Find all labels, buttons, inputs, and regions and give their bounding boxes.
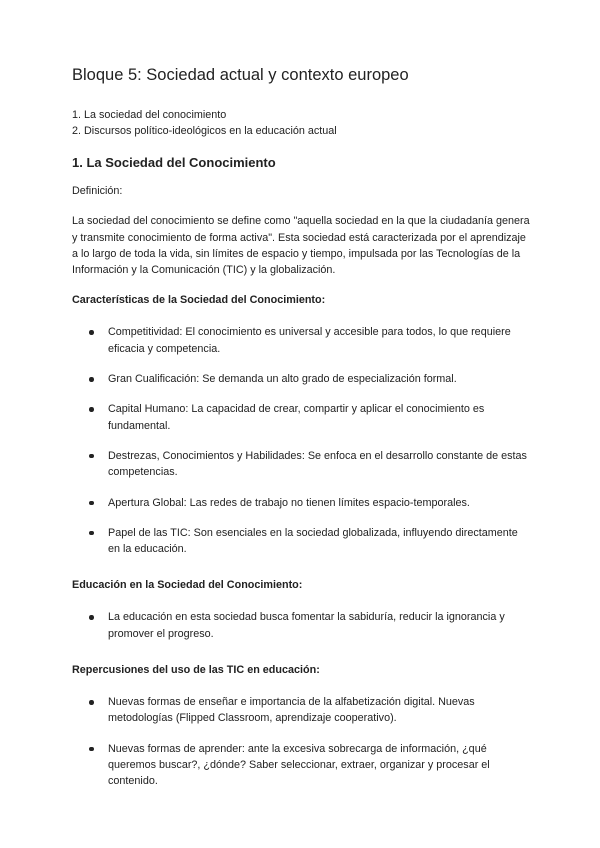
tic-list [72, 694, 532, 789]
bullet-icon [89, 454, 94, 459]
list-item: Competitividad: El conocimiento es universal y accesible para todos, lo que requiere eficacia y competencia. [72, 324, 532, 357]
document-page [72, 66, 532, 804]
characteristics-heading: Características de la Sociedad del Conocimiento: [72, 294, 326, 307]
toc-item-2: 2. Discursos político-ideológicos en la educación actual [72, 125, 337, 137]
list-item: Nuevas formas de enseñar e importancia de la alfabetización digital. Nuevas metodologías (Flipped Classroom, aprendizaje cooperativo). [72, 694, 532, 727]
section-number: 1 [72, 155, 80, 170]
bullet-icon [89, 330, 94, 335]
list-item: Destrezas, Conocimientos y Habilidades: Se enfoca en el desarrollo constante de estas competencias. [72, 448, 532, 481]
bullet-icon [89, 377, 94, 382]
tic-heading: Repercusiones del uso de las TIC en educación: [72, 664, 320, 677]
bullet-icon [89, 531, 94, 536]
definition-label: Definición: [72, 185, 123, 197]
bullet-icon [89, 501, 94, 506]
characteristics-list [72, 324, 532, 557]
education-list [72, 609, 532, 642]
bullet-icon [89, 615, 94, 620]
toc-item-1: 1. La sociedad del conocimiento [72, 109, 227, 121]
table-of-contents [72, 107, 532, 139]
list-item: Apertura Global: Las redes de trabajo no tienen límites espacio-temporales. [72, 495, 532, 511]
document-title: Bloque 5: Sociedad actual y contexto europeo [72, 66, 409, 84]
list-item: Capital Humano: La capacidad de crear, compartir y aplicar el conocimiento es fundamental. [72, 401, 532, 434]
list-item: Gran Cualificación: Se demanda un alto grado de especialización formal. [72, 371, 532, 387]
section-title: . La Sociedad del Conocimiento [79, 155, 276, 170]
education-heading: Educación en la Sociedad del Conocimiento: [72, 579, 303, 592]
list-item: Papel de las TIC: Son esenciales en la sociedad globalizada, influyendo directamente en la educación. [72, 525, 532, 558]
bullet-icon [89, 407, 94, 412]
definition-text: La sociedad del conocimiento se define como "aquella sociedad en la que la ciudadanía genera y transmite conocimiento de forma activa". Esta sociedad está caracterizada por el aprendizaje a lo largo de toda la vida, sin límites de espacio y tiempo, impulsada por las Tecnologías de la Información y la Comunicación (TIC) y la globalización. [72, 215, 530, 277]
list-item: La educación en esta sociedad busca fomentar la sabiduría, reducir la ignorancia y promover el progreso. [72, 609, 532, 642]
bullet-icon [89, 747, 94, 752]
list-item: Nuevas formas de aprender: ante la excesiva sobrecarga de información, ¿qué queremos buscar?, ¿dónde? Saber seleccionar, extraer, organizar y procesar el contenido. [72, 741, 532, 790]
bullet-icon [89, 700, 94, 705]
section-heading [72, 155, 532, 170]
